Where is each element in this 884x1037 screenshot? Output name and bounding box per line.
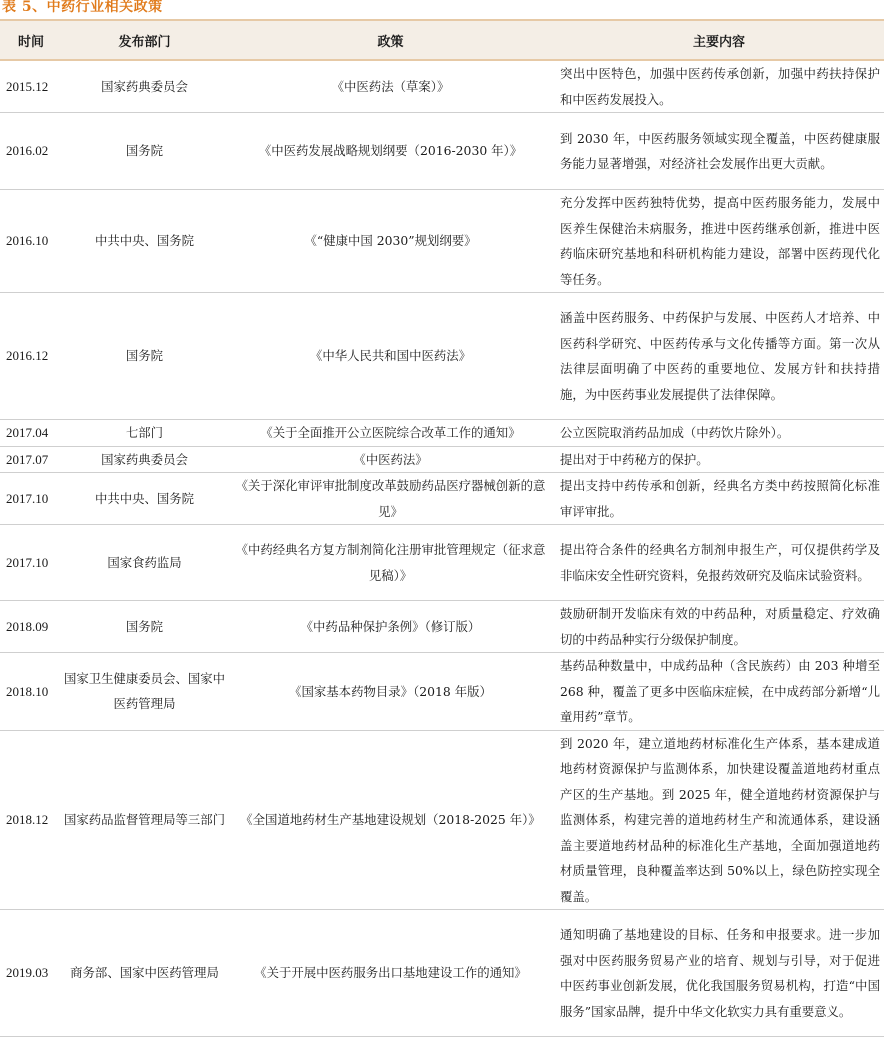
cell-dept: 国家食药监局 — [62, 525, 227, 601]
table-header-row — [0, 20, 884, 60]
cell-dept: 国务院 — [62, 293, 227, 420]
table-row — [0, 473, 884, 525]
header-dept: 发布部门 — [62, 20, 227, 60]
cell-policy: 《中医药法（草案）》 — [227, 60, 554, 113]
cell-date: 2017.10 — [0, 525, 62, 601]
table-row — [0, 293, 884, 420]
cell-content: 充分发挥中医药独特优势，提高中医药服务能力，发展中医养生保健治未病服务，推进中医药继承创新，推进中医药临床研究基地和科研机构能力建设，部署中医药现代化等任务。 — [554, 190, 884, 293]
cell-date: 2016.10 — [0, 190, 62, 293]
cell-content: 突出中医特色，加强中医药传承创新，加强中药扶持保护和中医药发展投入。 — [554, 60, 884, 113]
cell-date: 2017.04 — [0, 420, 62, 447]
cell-date: 2016.12 — [0, 293, 62, 420]
cell-dept: 国家药典委员会 — [62, 446, 227, 473]
cell-date: 2016.02 — [0, 113, 62, 190]
cell-date: 2018.10 — [0, 653, 62, 731]
cell-content: 涵盖中医药服务、中药保护与发展、中医药人才培养、中医药科学研究、中医药传承与文化传播等方面。第一次从法律层面明确了中医药的重要地位、发展方针和扶持措施，为中医药事业发展提供了法律保障。 — [554, 293, 884, 420]
cell-policy: 《中药品种保护条例》（修订版） — [227, 601, 554, 653]
table-row — [0, 910, 884, 1037]
cell-dept: 国务院 — [62, 113, 227, 190]
cell-dept: 中共中央、国务院 — [62, 190, 227, 293]
cell-policy: 《中医药发展战略规划纲要（2016-2030 年）》 — [227, 113, 554, 190]
cell-date: 2018.12 — [0, 730, 62, 910]
cell-policy: 《中华人民共和国中医药法》 — [227, 293, 554, 420]
cell-dept: 商务部、国家中医药管理局 — [62, 910, 227, 1037]
cell-content: 鼓励研制开发临床有效的中药品种，对质量稳定、疗效确切的中药品种实行分级保护制度。 — [554, 601, 884, 653]
cell-content: 提出支持中药传承和创新，经典名方类中药按照简化标准审评审批。 — [554, 473, 884, 525]
cell-policy: 《中药经典名方复方制剂简化注册审批管理规定（征求意见稿）》 — [227, 525, 554, 601]
cell-date: 2019.03 — [0, 910, 62, 1037]
header-content: 主要内容 — [554, 20, 884, 60]
table-row — [0, 730, 884, 910]
table-row — [0, 653, 884, 731]
table-row — [0, 601, 884, 653]
cell-date: 2017.07 — [0, 446, 62, 473]
cell-content: 提出对于中药秘方的保护。 — [554, 446, 884, 473]
table-row — [0, 60, 884, 113]
cell-dept: 国家卫生健康委员会、国家中医药管理局 — [62, 653, 227, 731]
cell-content: 到 2030 年，中医药服务领域实现全覆盖，中医药健康服务能力显著增强，对经济社会发展作出更大贡献。 — [554, 113, 884, 190]
cell-dept: 国家药品监督管理局等三部门 — [62, 730, 227, 910]
cell-date: 2015.12 — [0, 60, 62, 113]
cell-date: 2018.09 — [0, 601, 62, 653]
cell-content: 提出符合条件的经典名方制剂申报生产，可仅提供药学及非临床安全性研究资料，免报药效研究及临床试验资料。 — [554, 525, 884, 601]
table-row — [0, 190, 884, 293]
cell-policy: 《国家基本药物目录》（2018 年版） — [227, 653, 554, 731]
cell-dept: 中共中央、国务院 — [62, 473, 227, 525]
table-caption: 表 5、中药行业相关政策 — [2, 0, 163, 15]
cell-dept: 国家药典委员会 — [62, 60, 227, 113]
table-row — [0, 113, 884, 190]
cell-content: 公立医院取消药品加成（中药饮片除外）。 — [554, 420, 884, 447]
table-row — [0, 420, 884, 447]
cell-content: 通知明确了基地建设的目标、任务和申报要求。进一步加强对中医药服务贸易产业的培育、规划与引导，对于促进中医药事业创新发展，优化我国服务贸易机构，打造“中国服务”国家品牌，提升中华文化软实力具有重要意义。 — [554, 910, 884, 1037]
policy-table — [0, 19, 884, 1037]
cell-policy: 《关于开展中医药服务出口基地建设工作的通知》 — [227, 910, 554, 1037]
cell-policy: 《关于深化审评审批制度改革鼓励药品医疗器械创新的意见》 — [227, 473, 554, 525]
cell-dept: 七部门 — [62, 420, 227, 447]
cell-date: 2017.10 — [0, 473, 62, 525]
cell-content: 到 2020 年，建立道地药材标准化生产体系，基本建成道地药材资源保护与监测体系，加快建设覆盖道地药材重点产区的生产基地。到 2025 年，健全道地药材资源保护与监测体系，构建完善的道地药材生产和流通体系，建设涵盖主要道地药材品种的标准化生产基地，全面加强道地药材质量管理，良种覆盖率达到 50%以上，绿色防控实现全覆盖。 — [554, 730, 884, 910]
table-row — [0, 446, 884, 473]
cell-policy: 《关于全面推开公立医院综合改革工作的通知》 — [227, 420, 554, 447]
cell-policy: 《“健康中国 2030”规划纲要》 — [227, 190, 554, 293]
cell-policy: 《中医药法》 — [227, 446, 554, 473]
header-policy: 政策 — [227, 20, 554, 60]
cell-dept: 国务院 — [62, 601, 227, 653]
cell-policy: 《全国道地药材生产基地建设规划（2018-2025 年）》 — [227, 730, 554, 910]
table-row — [0, 525, 884, 601]
cell-content: 基药品种数量中，中成药品种（含民族药）由 203 种增至 268 种，覆盖了更多中医临床症候，在中成药部分新增“儿童用药”章节。 — [554, 653, 884, 731]
header-date: 时间 — [0, 20, 62, 60]
